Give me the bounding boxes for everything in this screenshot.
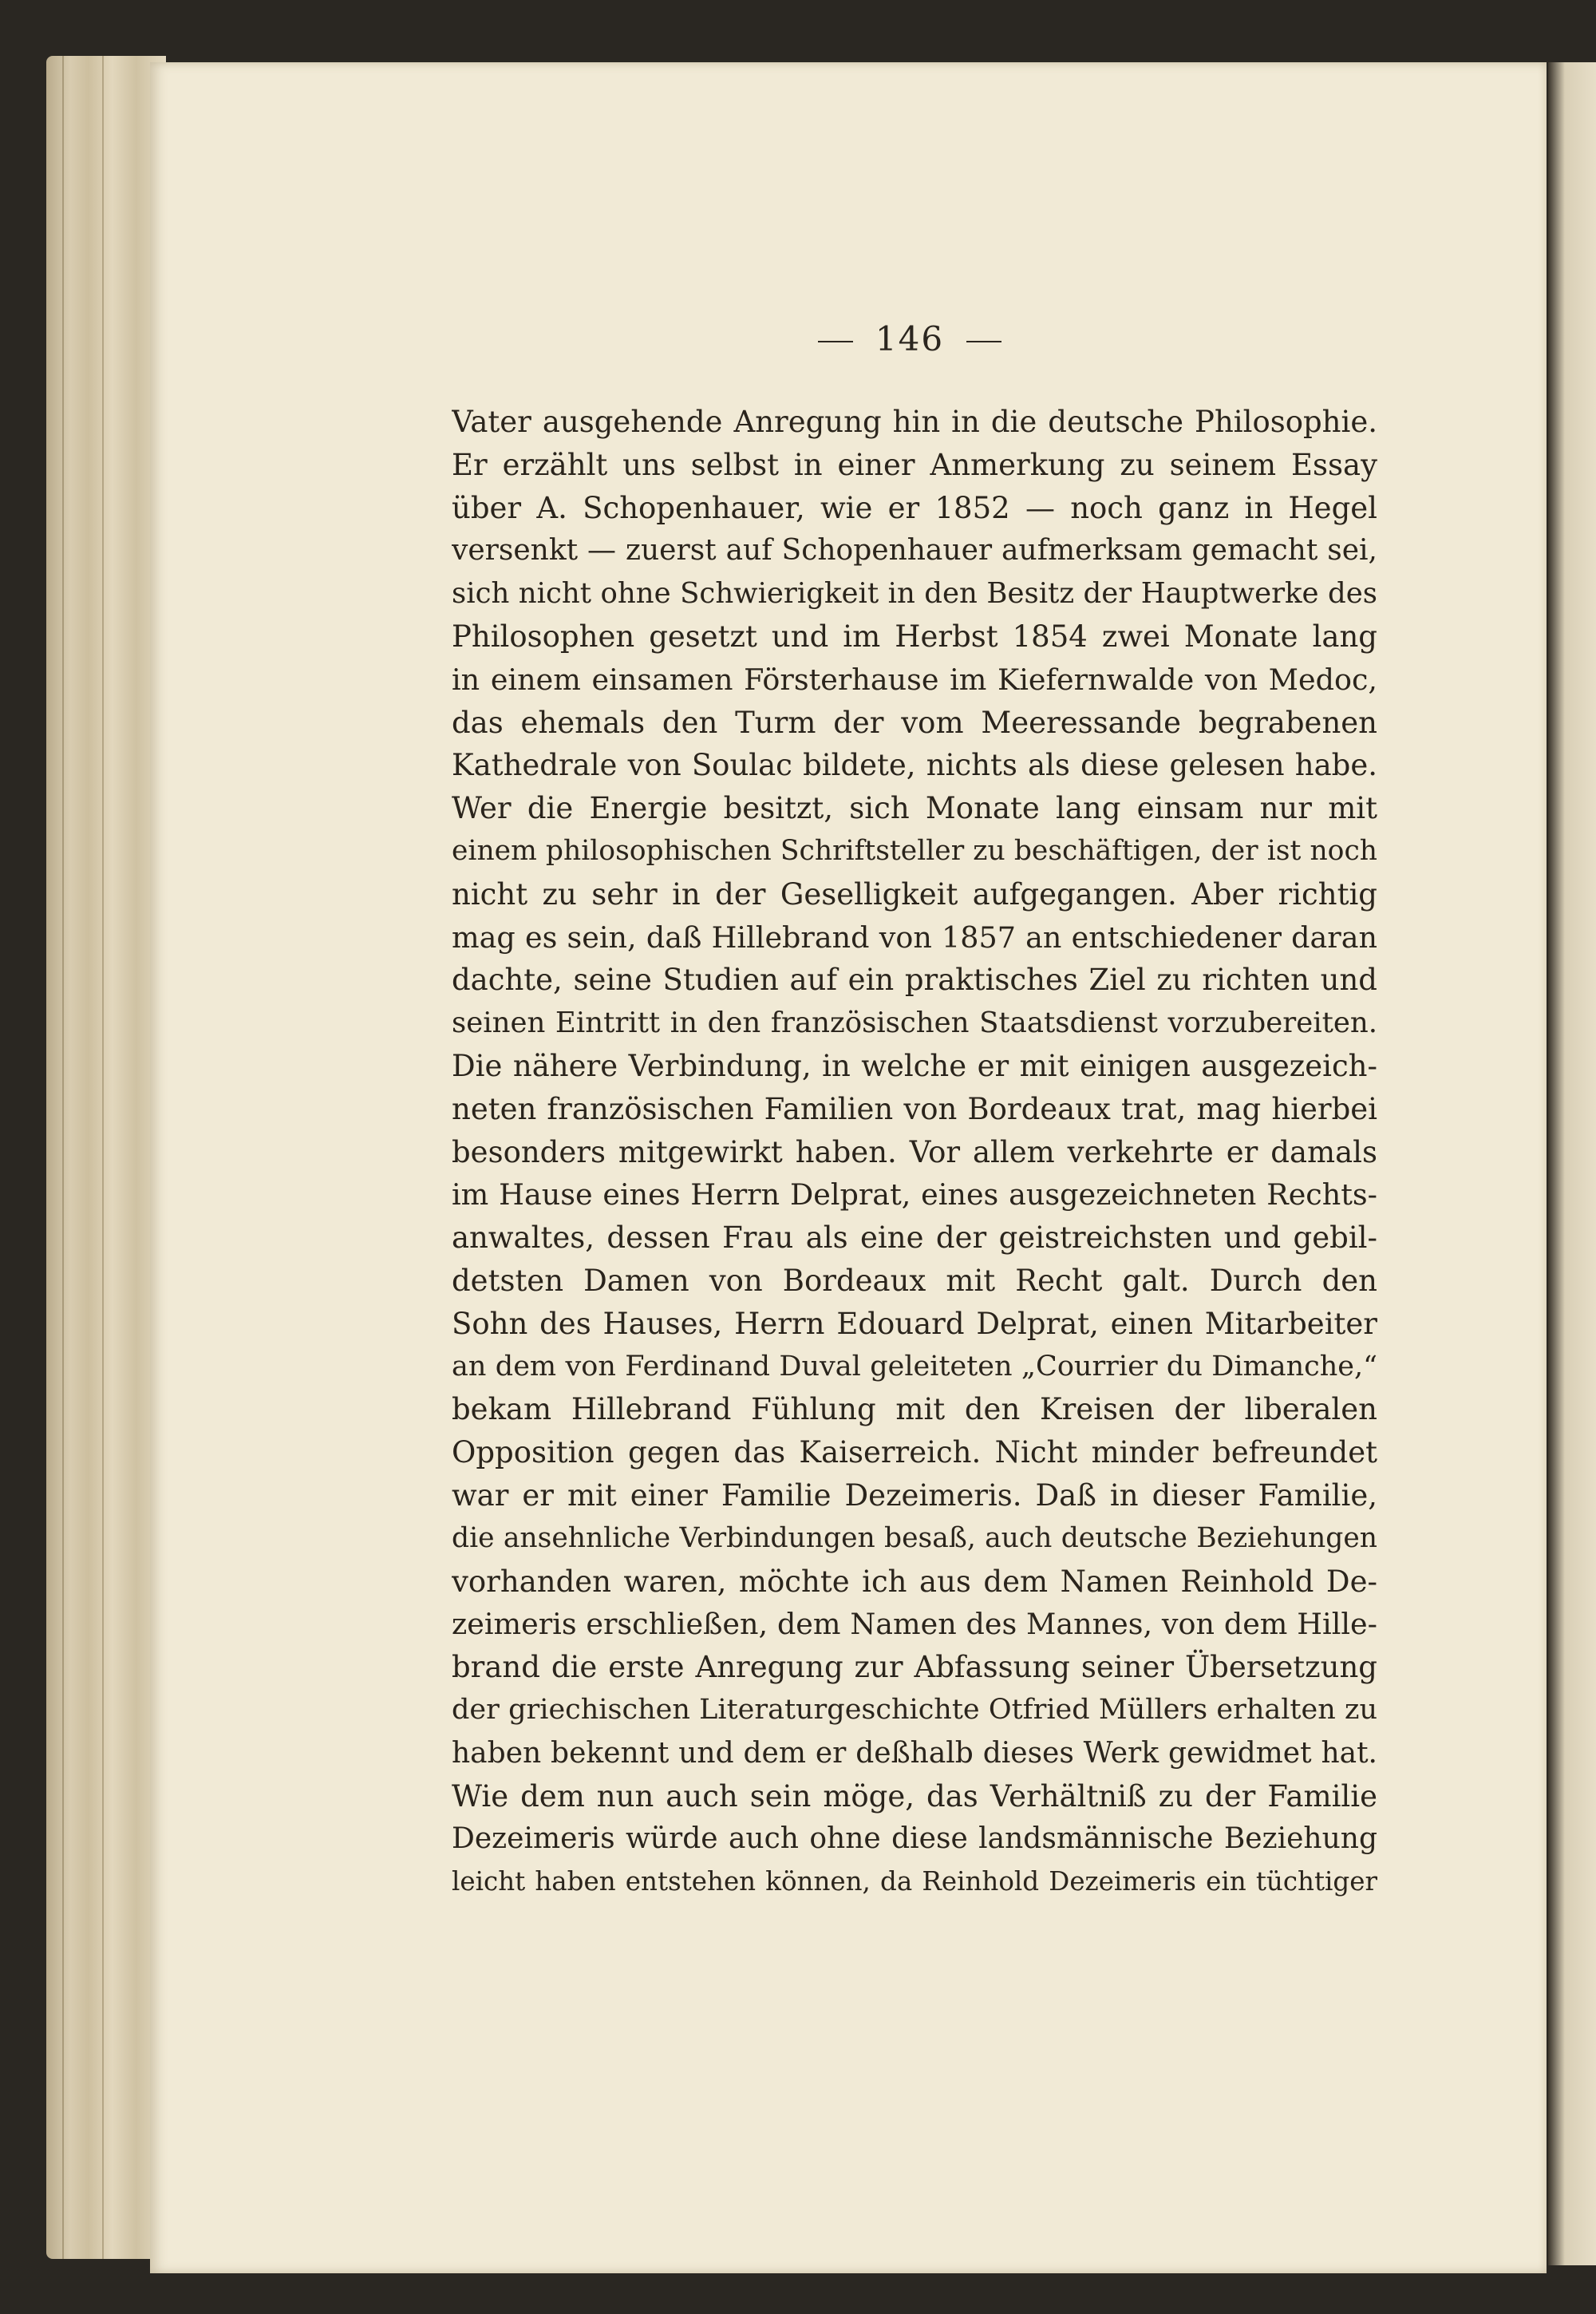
text-line: bekam Hillebrand Fühlung mit den Kreisen der liberalen: [452, 1392, 1377, 1427]
page-edges: [46, 56, 166, 2259]
text-line: die ansehnliche Verbindungen besaß, auch deutsche Beziehungen: [452, 1521, 1377, 1554]
text-line: haben bekennt und dem er deßhalb dieses Werk gewidmet hat.: [452, 1736, 1377, 1770]
text-line: Wie dem nun auch sein möge, das Verhältniß zu der Familie: [452, 1778, 1377, 1814]
text-line: Kathedrale von Soulac bildete, nichts als diese gelesen habe.: [452, 748, 1377, 783]
text-line: besonders mitgewirkt haben. Vor allem verkehrte er damals: [452, 1134, 1377, 1169]
text-line: Wer die Energie besitzt, sich Monate lang einsam nur mit: [452, 791, 1377, 826]
text-line: detsten Damen von Bordeaux mit Recht galt. Durch den: [452, 1263, 1377, 1298]
text-line: das ehemals den Turm der vom Meeressande begrabenen: [452, 705, 1377, 740]
text-line: Philosophen gesetzt und im Herbst 1854 zwei Monate lang: [452, 619, 1377, 654]
text-line: war er mit einer Familie Dezeimeris. Daß in dieser Familie,: [452, 1477, 1377, 1513]
text-line: versenkt — zuerst auf Schopenhauer aufmerksam gemacht sei,: [452, 534, 1377, 568]
text-line: einem philosophischen Schriftsteller zu beschäftigen, der ist noch: [452, 834, 1377, 867]
text-line: in einem einsamen Försterhause im Kiefernwalde von Medoc,: [452, 662, 1377, 697]
page-number: 146: [875, 319, 945, 358]
text-line: seinen Eintritt in den französischen Staatsdienst vorzubereiten.: [452, 1007, 1377, 1040]
text-line: mag es sein, daß Hillebrand von 1857 an entschiedener daran: [452, 920, 1377, 955]
text-line: Er erzählt uns selbst in einer Anmerkung zu seinem Essay: [452, 447, 1377, 482]
text-line: brand die erste Anregung zur Abfassung seiner Übersetzung: [452, 1650, 1377, 1685]
text-line: zeimeris erschließen, dem Namen des Mannes, von dem Hille-: [452, 1607, 1377, 1642]
text-line: leicht haben entstehen können, da Reinhold Dezeimeris ein tüchtiger: [452, 1866, 1377, 1897]
dash-right: [966, 341, 1001, 342]
text-line: dachte, seine Studien auf ein praktisches Ziel zu richten und: [452, 963, 1377, 998]
text-line: nicht zu sehr in der Geselligkeit aufgegangen. Aber richtig: [452, 876, 1377, 912]
dash-left: [818, 341, 853, 342]
text-line: Sohn des Hauses, Herrn Edouard Delprat, einen Mitarbeiter: [452, 1306, 1377, 1341]
text-line: im Hause eines Herrn Delprat, eines ausgezeichneten Rechts-: [452, 1177, 1377, 1212]
text-line: der griechischen Literaturgeschichte Otfried Müllers erhalten zu: [452, 1693, 1377, 1726]
text-line: anwaltes, dessen Frau als eine der geistreichsten und gebil-: [452, 1220, 1377, 1256]
text-line: vorhanden waren, möchte ich aus dem Namen Reinhold De-: [452, 1564, 1377, 1599]
text-line: neten französischen Familien von Bordeaux trat, mag hierbei: [452, 1091, 1377, 1126]
page-number-header: [112, 319, 1596, 358]
text-line: über A. Schopenhauer, wie er 1852 — noch ganz in Hegel: [452, 490, 1377, 525]
facing-page-edge: [1548, 62, 1596, 2265]
text-line: Dezeimeris würde auch ohne diese landsmännische Beziehung: [452, 1822, 1377, 1856]
text-line: Die nähere Verbindung, in welche er mit einigen ausgezeich-: [452, 1048, 1377, 1083]
text-line: Opposition gegen das Kaiserreich. Nicht minder befreundet: [452, 1435, 1377, 1470]
body-text: [452, 401, 1377, 1904]
text-line: sich nicht ohne Schwierigkeit in den Besitz der Hauptwerke des: [452, 577, 1377, 611]
text-line: an dem von Ferdinand Duval geleiteten „Courrier du Dimanche,“: [452, 1350, 1377, 1382]
text-line: Vater ausgehende Anregung hin in die deutsche Philosophie.: [452, 405, 1377, 439]
